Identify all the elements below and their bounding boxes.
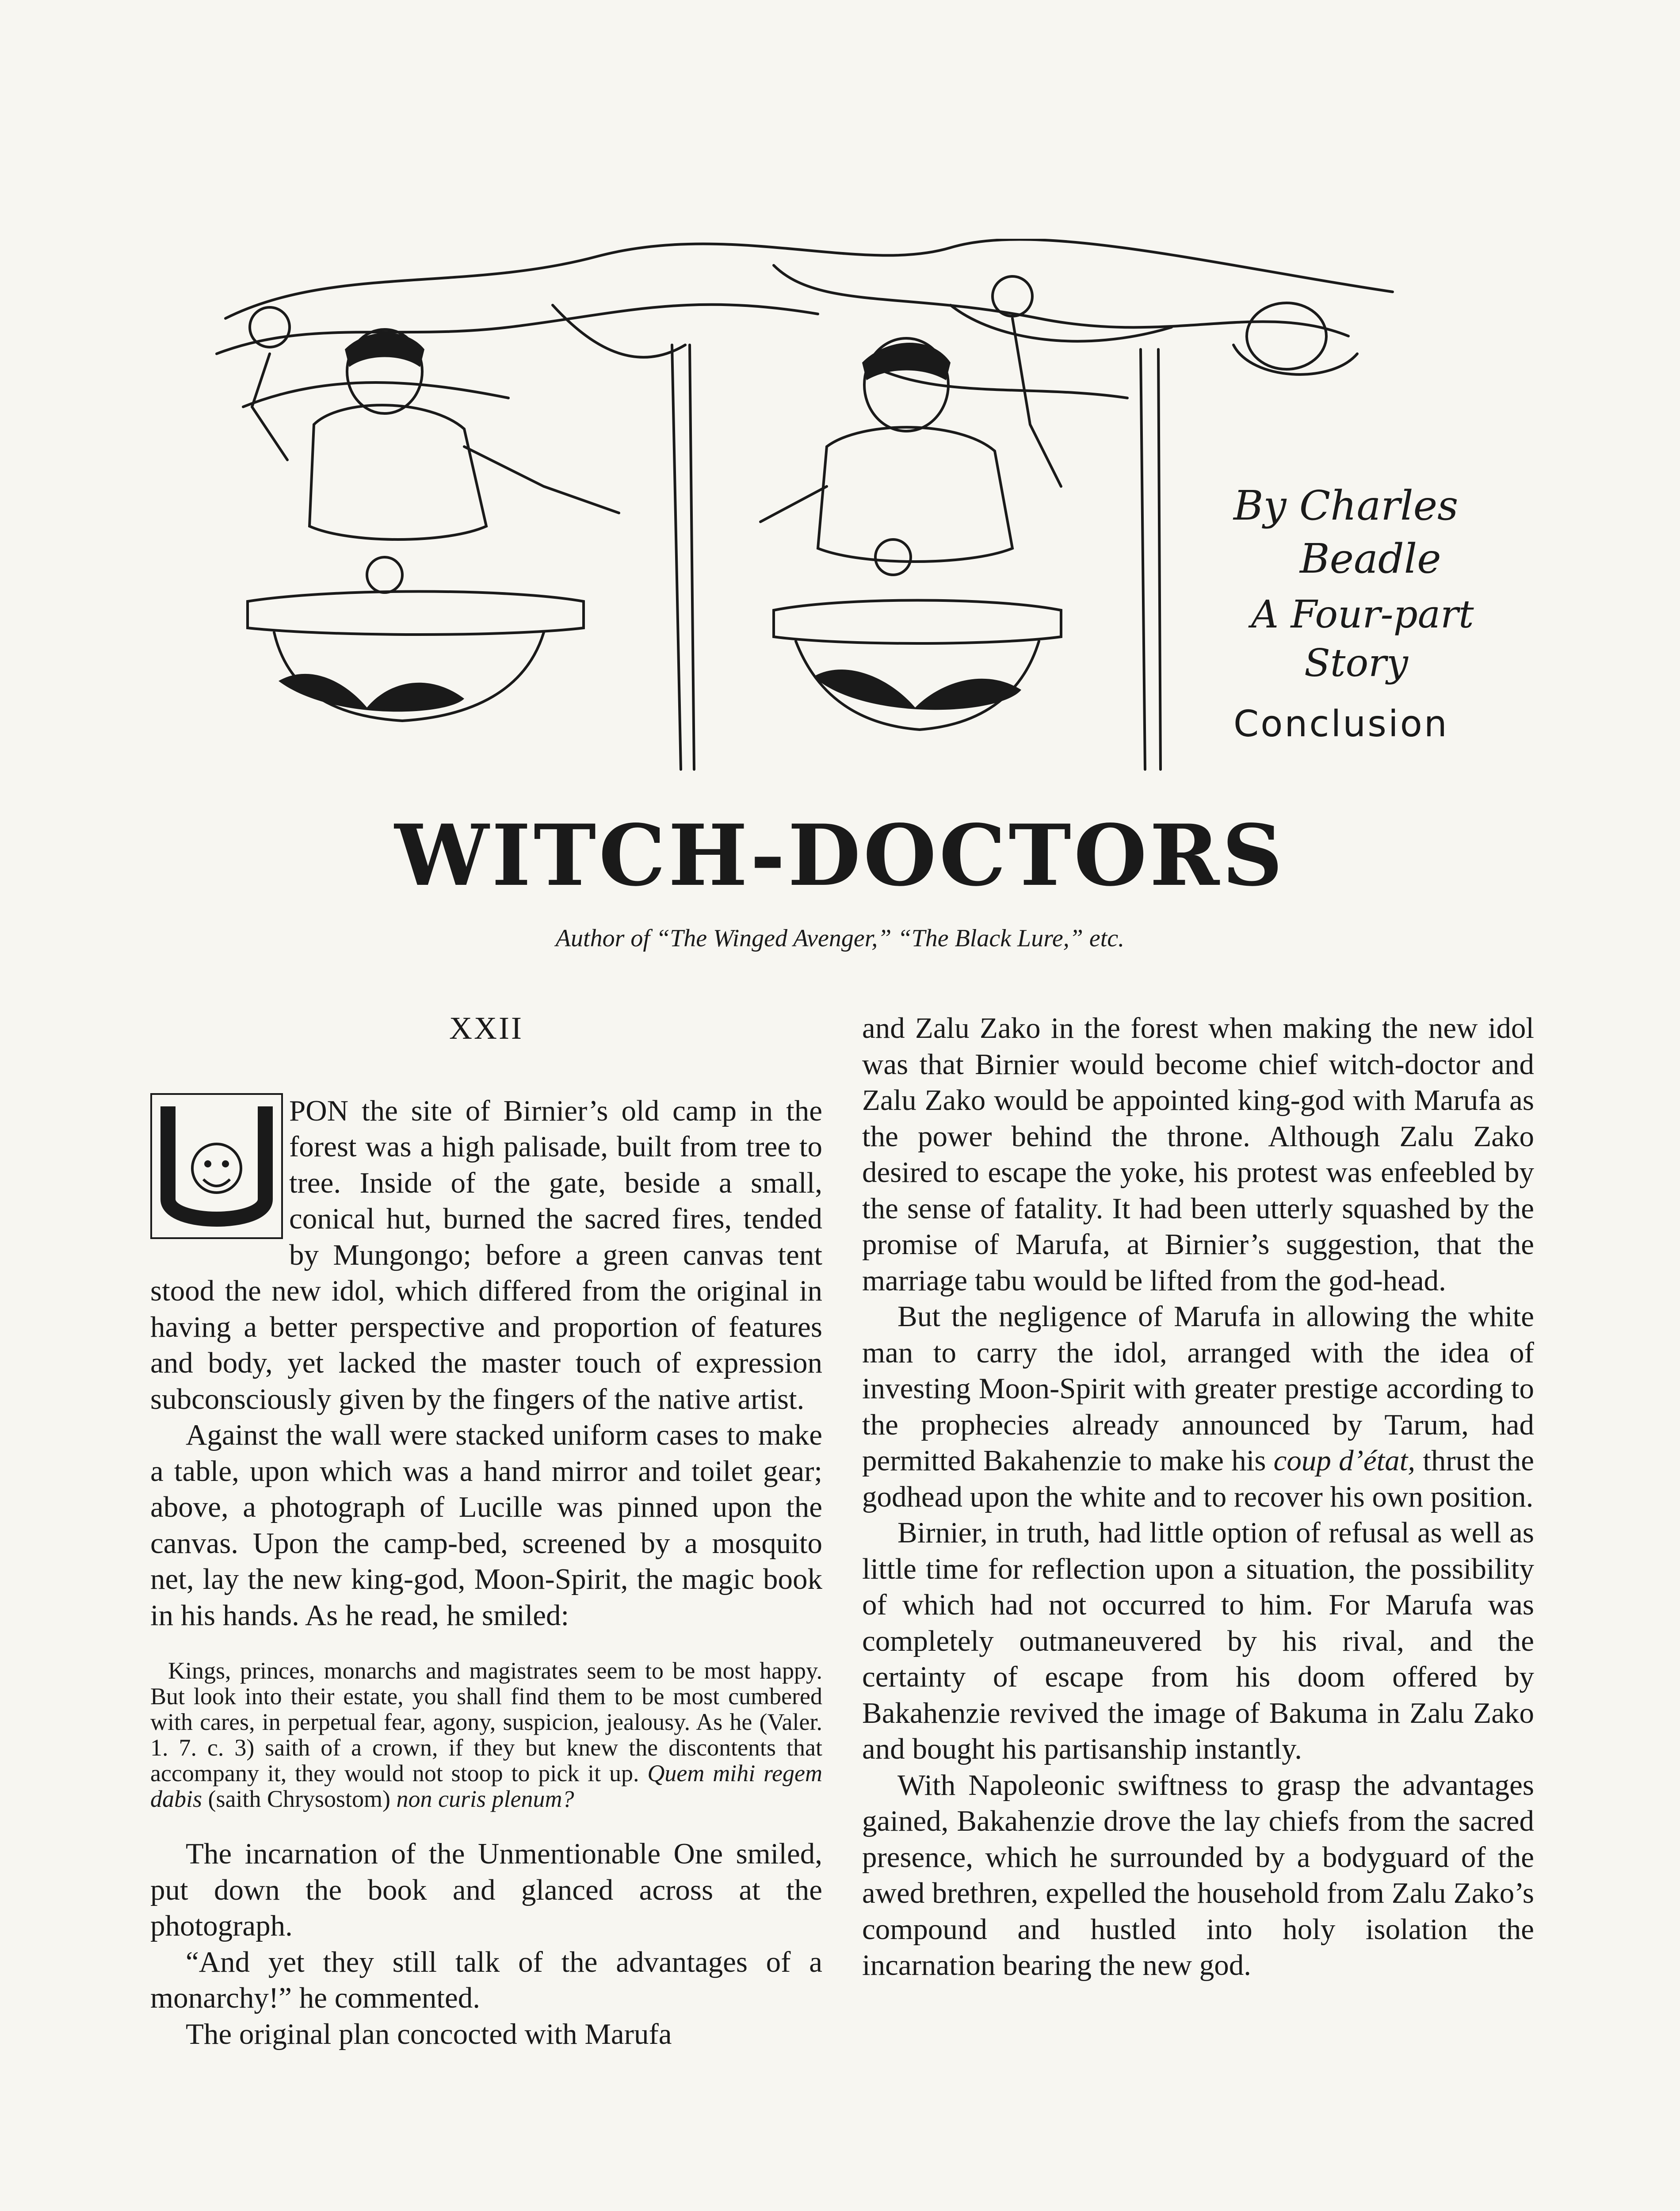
quote-latin: Quem mihi regem dabis [150,1760,822,1812]
paragraph-text: But the negligence of Marufa in allowing the white man to carry the idol, arranged with the idea of investing Moon-Spirit with greater prestige according to the prophecies already announced by Tarum, had permitted Bakahenzie to make his [862,1300,1534,1477]
paragraph [862,1299,1534,1515]
opening-paragraph-block [150,1093,822,1418]
story-title: WITCH-DOCTORS [394,806,1286,905]
paragraph: Birnier, in truth, had little option of refusal as well as little time for reflection upon a situation, the possibility of which had not occurred to him. For Marufa was completely outmaneuvered by his rival, and the certainty of escape from his doom offered by Bakahenzie revived the image of Bakuma in Zalu Zako and bought his partisanship instantly. [862,1516,1534,1765]
quote-latin: non curis plenum? [396,1786,574,1812]
byline-lettering [1233,482,1508,756]
paragraph: PON the site of Birnier’s old camp in the forest was a high palisade, built from tree to tree. Inside of the gate, beside a small, conical hut, burned the sacred fires, tended by Mungongo; before a green canvas tent stood the new idol, which differed from the original in having a better perspective and proportion of features and body, yet lacked the master touch of expression subconsciously given by the fingers of the native artist. [150,1094,822,1415]
paragraph-text: thrust the godhead upon the white and to recover his own position. [862,1444,1534,1513]
byline-author-last: Beadle [1300,535,1441,582]
quoted-passage [150,1658,822,1812]
header-illustration-area [0,0,1680,796]
four-part-label: A Four-part [1251,593,1474,637]
decorated-dropcap [150,1093,283,1239]
right-column [862,1010,1534,1984]
paragraph: “And yet they still talk of the advantages of a monarchy!” he commented. [150,1945,822,2014]
conclusion-label: Conclusion [1233,703,1449,745]
paragraph: and Zalu Zako in the forest when making the new idol was that Birnier would become chief witch-doctor and Zalu Zako would be appointed king-god with Marufa as the power behind the throne. Although Zalu Zako desired to escape the yoke, his protest was enfeebled by the sense of fatality. It had been utterly squashed by the promise of Marufa, at Birnier’s suggestion, that the marriage tabu would be lifted from the god-head. [862,1012,1534,1297]
paragraph: The incarnation of the Unmentionable One smiled, put down the book and glanced across at the photograph. [150,1837,822,1942]
paragraph: Against the wall were stacked uniform cases to make a table, upon which was a hand mirror and toilet gear; above, a photograph of Lucille was pinned upon the canvas. Upon the camp-bed, screened by a mosquito net, lay the new king-god, Moon-Spirit, the magic book in his hands. As he read, he smiled: [150,1419,822,1632]
left-column [150,1010,822,2052]
byline-author-first: By Charles [1233,482,1459,529]
chapter-number: XXII [449,1010,523,1046]
paragraph: The original plan concocted with Marufa [186,2017,672,2050]
italic-phrase: coup d’état, [1273,1444,1416,1477]
quote-text: Kings, princes, monarchs and magistrates seem to be most happy. But look into their estate, you shall find them to be most cumbered with cares, in perpetual fear, agony, suspicion, jealousy. As he (Valer. 1. 7. c. 3) saith of a crown, if they but knew the discontents that accompany it, they would not stoop to pick it up. [150,1657,822,1786]
quote-attribution: (saith Chrysostom) [208,1786,391,1812]
story-label: Story [1304,641,1408,685]
author-credits: Author of “The Winged Avenger,” “The Black Lure,” etc. [555,925,1125,952]
paragraph: With Napoleonic swiftness to grasp the advantages gained, Bakahenzie drove the lay chiefs from the sacred presence, which he surrounded by a bodyguard of the awed brethren, expelled the household from Zalu Zako’s compound and hustled into holy isolation the incarnation bearing the new god. [862,1768,1534,1981]
